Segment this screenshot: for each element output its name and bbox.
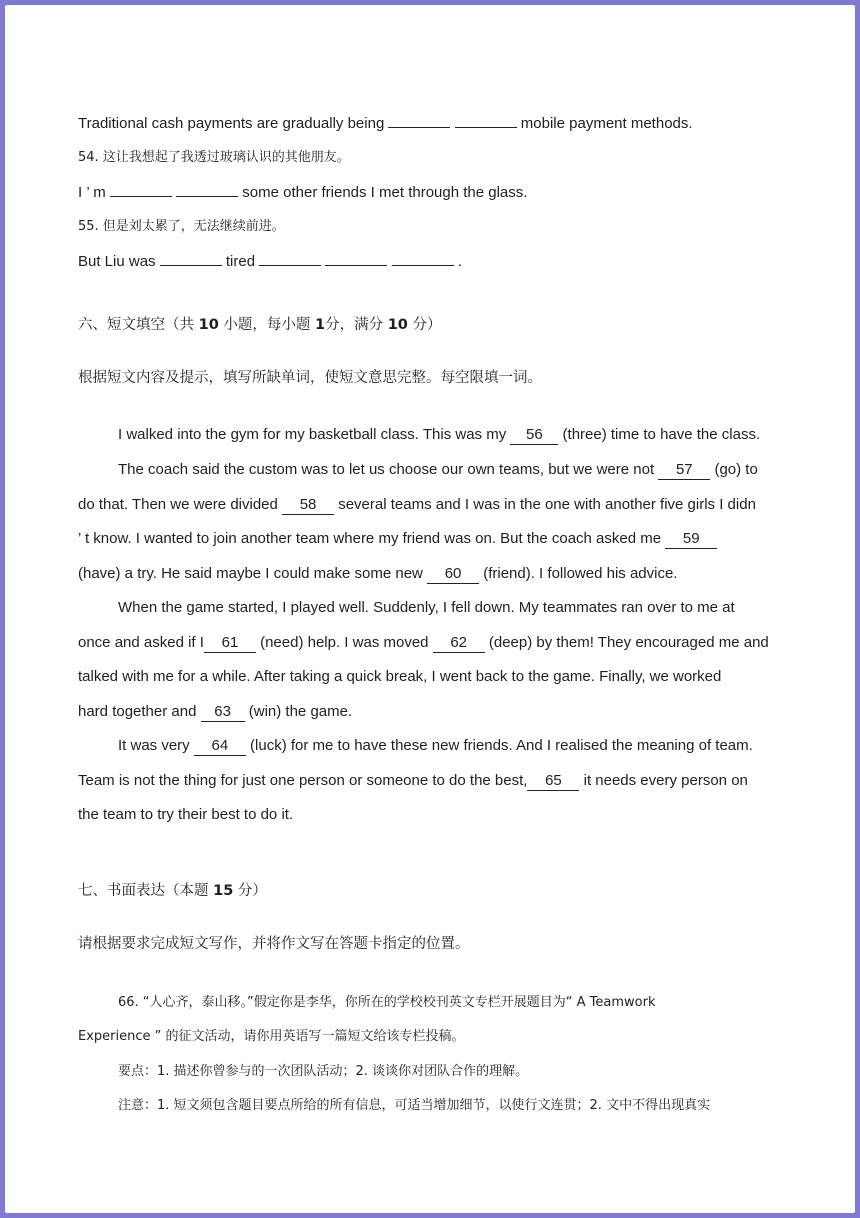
blank-59: 59 (665, 530, 717, 549)
section-6-instruction: 根据短文内容及提示，填写所缺单词，使短文意思完整。每空限填一词。 (78, 370, 542, 386)
answer-blank (325, 251, 387, 266)
blank-58: 58 (282, 496, 334, 515)
passage-line: hard together and 63 (win) the game. (78, 703, 353, 720)
exam-page (5, 5, 855, 1213)
translation-line-55: But Liu was tired . (78, 253, 462, 270)
blank-63: 63 (201, 703, 245, 722)
passage-line: ’ t know. I wanted to join another team where my friend was on. But the coach asked me 59 (78, 529, 717, 549)
passage-line: (have) a try. He said maybe I could make some new 60 (friend). I followed his advice. (78, 565, 678, 582)
answer-blank (455, 113, 517, 128)
blank-62: 62 (433, 634, 485, 653)
blank-61: 61 (204, 634, 256, 653)
section-7-instruction: 请根据要求完成短文写作，并将作文写在答题卡指定的位置。 (78, 936, 470, 952)
answer-blank (110, 182, 172, 197)
answer-blank (160, 251, 222, 266)
blank-57: 57 (658, 461, 710, 480)
question-55-chinese: 55. 但是刘太累了，无法继续前进。 (78, 219, 285, 234)
passage-line: do that. Then we were divided 58 several teams and I was in the one with another five girls I didn (78, 496, 756, 513)
section-7-heading: 七、书面表达（本题 15 分） (78, 883, 267, 899)
passage-line: the team to try their best to do it. (78, 806, 294, 823)
question-66-line-2: Experience ” 的征文活动，请你用英语写一篇短文给该专栏投稿。 (78, 1029, 465, 1044)
question-66-line-1: 66. “人心齐，泰山移。”假定你是李华，你所在的学校校刊英文专栏开展题目为“ A Teamwork (118, 995, 656, 1010)
section-6-heading: 六、短文填空（共 10 小题，每小题 1分，满分 10 分） (78, 317, 442, 333)
blank-60: 60 (427, 565, 479, 584)
passage-line: It was very 64 (luck) for me to have these new friends. And I realised the meaning of team. (118, 737, 753, 754)
blank-64: 64 (194, 737, 246, 756)
writing-notes: 注意：1. 短文须包含题目要点所给的所有信息，可适当增加细节，以使行文连贯；2. 文中不得出现真实 (118, 1098, 711, 1113)
answer-blank (176, 182, 238, 197)
passage-line: talked with me for a while. After taking a quick break, I went back to the game. Finally, we worked (78, 668, 722, 685)
answer-blank (388, 113, 450, 128)
passage-line: once and asked if I 61 (need) help. I was moved 62 (deep) by them! They encouraged me and (78, 634, 769, 651)
translation-line-54: I ’ m some other friends I met through the glass. (78, 184, 528, 201)
question-54-chinese: 54. 这让我想起了我透过玻璃认识的其他朋友。 (78, 150, 350, 165)
answer-blank (259, 251, 321, 266)
answer-blank (392, 251, 454, 266)
passage-line: The coach said the custom was to let us choose our own teams, but we were not 57 (go) to (118, 461, 758, 478)
translation-line-53: Traditional cash payments are gradually being mobile payment methods. (78, 115, 693, 132)
passage-line: When the game started, I played well. Suddenly, I fell down. My teammates ran over to me at (118, 599, 735, 616)
blank-56: 56 (510, 426, 558, 445)
passage-line: Team is not the thing for just one person or someone to do the best, 65 it needs every person on (78, 772, 748, 789)
passage-line: I walked into the gym for my basketball class. This was my 56 (three) time to have the class. (118, 426, 761, 443)
blank-65: 65 (527, 772, 579, 791)
writing-key-points: 要点：1. 描述你曾参与的一次团队活动；2. 谈谈你对团队合作的理解。 (118, 1064, 529, 1079)
